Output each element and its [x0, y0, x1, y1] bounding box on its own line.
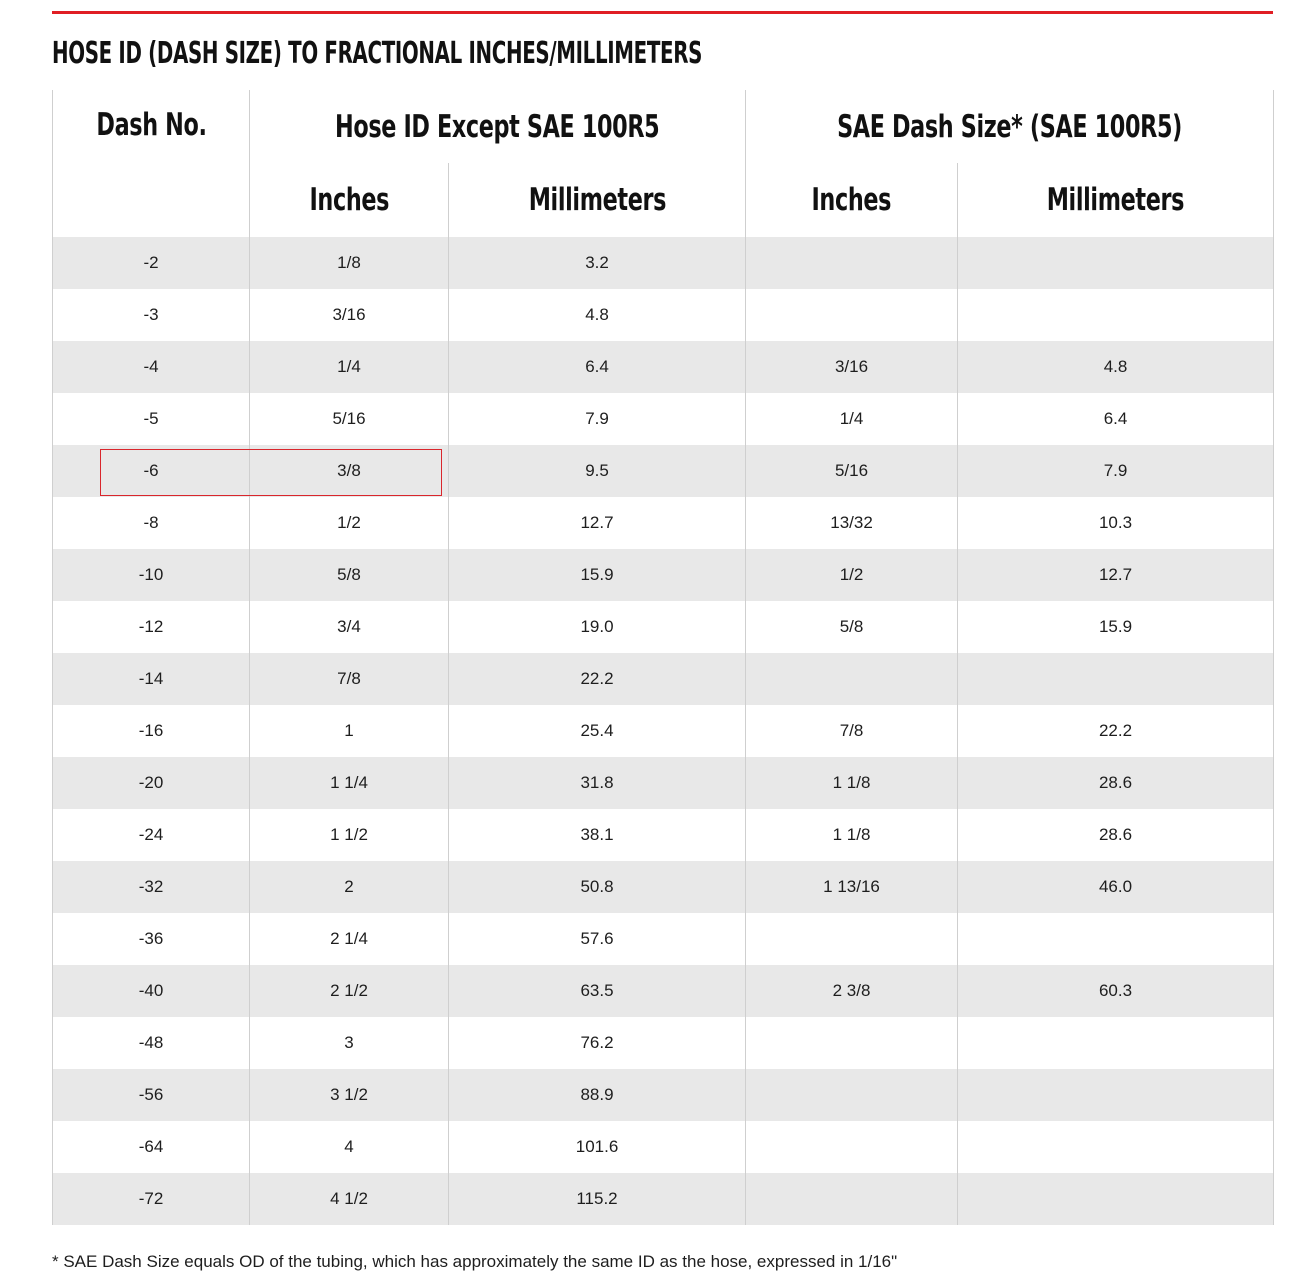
cell-sae-millimeters: 7.9 [958, 445, 1274, 497]
cell-dash-no: -12 [53, 601, 250, 653]
table-row [53, 1017, 1274, 1069]
table-row [53, 1173, 1274, 1225]
cell-sae-millimeters [958, 1121, 1274, 1173]
cell-sae-millimeters: 12.7 [958, 549, 1274, 601]
cell-sae-millimeters: 6.4 [958, 393, 1274, 445]
cell-dash-no: -20 [53, 757, 250, 809]
cell-hose-inches: 2 [250, 861, 449, 913]
cell-dash-no: -56 [53, 1069, 250, 1121]
cell-hose-millimeters: 22.2 [449, 653, 746, 705]
page-title: HOSE ID (DASH SIZE) TO FRACTIONAL INCHES/MILLIMETERS [52, 36, 703, 71]
cell-sae-inches: 2 3/8 [746, 965, 958, 1017]
cell-hose-inches: 2 1/4 [250, 913, 449, 965]
cell-dash-no: -64 [53, 1121, 250, 1173]
cell-sae-millimeters [958, 913, 1274, 965]
cell-sae-inches [746, 289, 958, 341]
cell-sae-millimeters [958, 289, 1274, 341]
cell-sae-inches: 13/32 [746, 497, 958, 549]
cell-dash-no: -16 [53, 705, 250, 757]
table-row [53, 705, 1274, 757]
subheader-sae-inches: Inches [746, 163, 958, 237]
table-row [53, 289, 1274, 341]
cell-sae-inches: 1/4 [746, 393, 958, 445]
cell-hose-inches: 3/16 [250, 289, 449, 341]
cell-dash-no: -36 [53, 913, 250, 965]
cell-hose-millimeters: 4.8 [449, 289, 746, 341]
cell-sae-millimeters [958, 237, 1274, 289]
cell-sae-millimeters [958, 1017, 1274, 1069]
cell-hose-inches: 5/16 [250, 393, 449, 445]
cell-hose-millimeters: 101.6 [449, 1121, 746, 1173]
top-accent-rule [52, 11, 1273, 14]
table-row [53, 861, 1274, 913]
table-row [53, 809, 1274, 861]
header-row-groups [53, 90, 1274, 163]
cell-sae-millimeters [958, 1069, 1274, 1121]
cell-sae-millimeters: 15.9 [958, 601, 1274, 653]
cell-hose-inches: 4 [250, 1121, 449, 1173]
subheader-sae-millimeters: Millimeters [958, 163, 1274, 237]
cell-hose-inches: 3 [250, 1017, 449, 1069]
cell-sae-millimeters: 28.6 [958, 757, 1274, 809]
header-dash-no: Dash No. [53, 90, 250, 237]
table-row [53, 445, 1274, 497]
cell-hose-millimeters: 50.8 [449, 861, 746, 913]
cell-sae-inches: 1 1/8 [746, 809, 958, 861]
cell-hose-inches: 7/8 [250, 653, 449, 705]
cell-sae-millimeters: 22.2 [958, 705, 1274, 757]
cell-sae-inches: 1 13/16 [746, 861, 958, 913]
table-body [53, 237, 1274, 1225]
cell-hose-inches: 3/8 [250, 445, 449, 497]
cell-sae-inches: 1 1/8 [746, 757, 958, 809]
cell-sae-millimeters: 28.6 [958, 809, 1274, 861]
table-row [53, 237, 1274, 289]
cell-sae-inches [746, 913, 958, 965]
cell-hose-millimeters: 9.5 [449, 445, 746, 497]
cell-dash-no: -2 [53, 237, 250, 289]
cell-hose-millimeters: 76.2 [449, 1017, 746, 1069]
cell-hose-inches: 1/2 [250, 497, 449, 549]
cell-dash-no: -14 [53, 653, 250, 705]
cell-hose-inches: 1/4 [250, 341, 449, 393]
cell-hose-millimeters: 7.9 [449, 393, 746, 445]
cell-sae-millimeters [958, 653, 1274, 705]
cell-dash-no: -3 [53, 289, 250, 341]
header-sae-dash-size: SAE Dash Size* (SAE 100R5) [746, 90, 1274, 163]
cell-hose-inches: 3 1/2 [250, 1069, 449, 1121]
cell-sae-inches [746, 1173, 958, 1225]
cell-hose-millimeters: 12.7 [449, 497, 746, 549]
cell-sae-inches: 3/16 [746, 341, 958, 393]
table-row [53, 549, 1274, 601]
table-row [53, 653, 1274, 705]
table-row [53, 965, 1274, 1017]
table-row [53, 497, 1274, 549]
footnote: * SAE Dash Size equals OD of the tubing, which has approximately the same ID as the hose, expressed in 1/16" [52, 1252, 898, 1271]
cell-dash-no: -24 [53, 809, 250, 861]
table-row [53, 601, 1274, 653]
cell-hose-millimeters: 25.4 [449, 705, 746, 757]
cell-sae-inches [746, 237, 958, 289]
cell-hose-inches: 2 1/2 [250, 965, 449, 1017]
cell-hose-inches: 4 1/2 [250, 1173, 449, 1225]
subheader-hose-inches: Inches [250, 163, 449, 237]
cell-hose-millimeters: 6.4 [449, 341, 746, 393]
table-row [53, 1069, 1274, 1121]
cell-sae-inches: 5/16 [746, 445, 958, 497]
cell-sae-inches: 7/8 [746, 705, 958, 757]
table-row [53, 1121, 1274, 1173]
cell-dash-no: -72 [53, 1173, 250, 1225]
cell-hose-millimeters: 88.9 [449, 1069, 746, 1121]
cell-sae-inches [746, 1121, 958, 1173]
cell-hose-inches: 5/8 [250, 549, 449, 601]
hose-conversion-table [52, 90, 1274, 1225]
table-row [53, 913, 1274, 965]
conversion-table-container [52, 90, 1273, 1225]
cell-hose-millimeters: 57.6 [449, 913, 746, 965]
cell-hose-millimeters: 63.5 [449, 965, 746, 1017]
cell-hose-millimeters: 31.8 [449, 757, 746, 809]
cell-hose-inches: 3/4 [250, 601, 449, 653]
table-row [53, 757, 1274, 809]
cell-dash-no: -6 [53, 445, 250, 497]
cell-hose-inches: 1 [250, 705, 449, 757]
cell-dash-no: -10 [53, 549, 250, 601]
header-hose-id: Hose ID Except SAE 100R5 [250, 90, 746, 163]
cell-dash-no: -5 [53, 393, 250, 445]
cell-hose-millimeters: 3.2 [449, 237, 746, 289]
cell-dash-no: -48 [53, 1017, 250, 1069]
table-row [53, 341, 1274, 393]
table-header [53, 90, 1274, 237]
cell-hose-millimeters: 115.2 [449, 1173, 746, 1225]
subheader-hose-millimeters: Millimeters [449, 163, 746, 237]
cell-dash-no: -4 [53, 341, 250, 393]
cell-dash-no: -40 [53, 965, 250, 1017]
cell-sae-inches: 1/2 [746, 549, 958, 601]
cell-sae-inches: 5/8 [746, 601, 958, 653]
cell-sae-millimeters: 4.8 [958, 341, 1274, 393]
cell-dash-no: -32 [53, 861, 250, 913]
cell-hose-millimeters: 15.9 [449, 549, 746, 601]
cell-hose-millimeters: 38.1 [449, 809, 746, 861]
cell-sae-inches [746, 653, 958, 705]
cell-hose-millimeters: 19.0 [449, 601, 746, 653]
cell-dash-no: -8 [53, 497, 250, 549]
cell-sae-millimeters: 60.3 [958, 965, 1274, 1017]
cell-sae-inches [746, 1069, 958, 1121]
cell-sae-millimeters: 46.0 [958, 861, 1274, 913]
cell-sae-inches [746, 1017, 958, 1069]
cell-sae-millimeters: 10.3 [958, 497, 1274, 549]
cell-hose-inches: 1 1/2 [250, 809, 449, 861]
cell-hose-inches: 1 1/4 [250, 757, 449, 809]
table-row [53, 393, 1274, 445]
cell-sae-millimeters [958, 1173, 1274, 1225]
cell-hose-inches: 1/8 [250, 237, 449, 289]
